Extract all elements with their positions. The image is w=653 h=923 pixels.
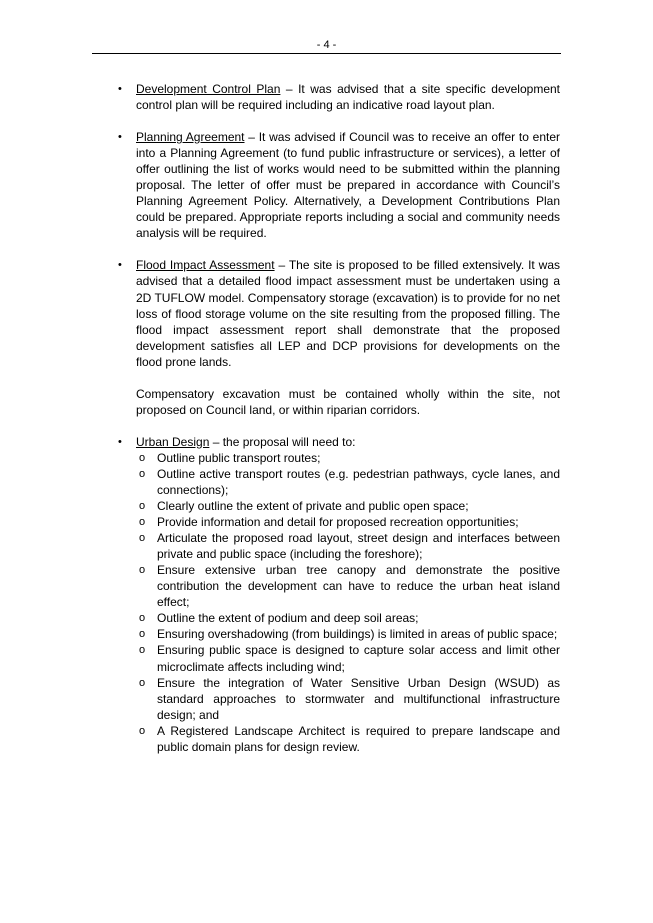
sub-item-text: Outline public transport routes; [157, 450, 321, 465]
page-number: - 4 - [316, 39, 337, 51]
item-heading: Flood Impact Assessment [136, 258, 275, 273]
sub-bullet-icon: o [139, 676, 146, 689]
item-heading: Urban Design [136, 434, 210, 449]
item-heading: Development Control Plan [136, 82, 281, 96]
sub-item-text: Provide information and detail for proposed recreation opportunities; [157, 515, 519, 530]
sub-bullet-icon: o [139, 532, 146, 545]
list-item-planning-agreement [118, 129, 560, 241]
sub-item-text: Outline active transport routes (e.g. pedestrian pathways, cycle lanes, and connections); [157, 466, 560, 497]
sub-list-item [118, 466, 560, 498]
bullet-icon: • [118, 435, 122, 448]
sub-bullet-icon: o [139, 644, 146, 657]
sub-list-item [118, 723, 560, 755]
sub-item-text: Outline the extent of podium and deep soil areas; [157, 611, 419, 626]
item-paragraph [136, 129, 560, 241]
bullet-icon: • [118, 83, 122, 95]
sub-list-item [118, 562, 560, 610]
sub-bullet-icon: o [139, 467, 146, 480]
sub-item-text: Ensure the integration of Water Sensitive Urban Design (WSUD) as standard approaches to stormwater and multifunctional infrastructure design; and [157, 675, 560, 722]
urban-design-sub-list [118, 450, 560, 755]
sub-list-item [118, 450, 560, 466]
item-text: – It was advised that a site specific development control plan will be required including an indicative road layout plan. [136, 82, 561, 113]
item-extra-paragraph: Compensatory excavation must be contained wholly within the site, not proposed on Council land, or within riparian corridors. [136, 386, 560, 417]
sub-bullet-icon: o [139, 564, 146, 577]
sub-list-item [118, 626, 560, 642]
item-text: – the proposal will need to: [209, 434, 356, 449]
item-heading: Planning Agreement [136, 130, 245, 145]
sub-list-item [118, 530, 560, 562]
sub-bullet-icon: o [139, 516, 146, 529]
sub-list-item [118, 498, 560, 514]
list-item-flood-impact-assessment [118, 257, 560, 417]
sub-list-item [118, 610, 560, 626]
sub-bullet-icon: o [139, 500, 146, 513]
sub-item-text: Clearly outline the extent of private and public open space; [157, 499, 469, 514]
sub-item-text: A Registered Landscape Architect is required to prepare landscape and public domain plans for design review. [157, 723, 560, 754]
sub-bullet-icon: o [139, 451, 146, 464]
sub-list-item [118, 642, 560, 674]
list-item-development-control-plan [118, 81, 560, 113]
sub-item-text: Articulate the proposed road layout, street design and interfaces between private and public space (including the foreshore); [157, 531, 560, 562]
sub-item-text: Ensuring overshadowing (from buildings) is limited in areas of public space; [157, 627, 558, 642]
item-text: – The site is proposed to be filled extensively. It was advised that a detailed flood impact assessment must be undertaken using a 2D TUFLOW model. Compensatory storage (excavation) is to provide for no net loss of flood storage volume on the site resulting from the proposed filling. The flood impact assessment report shall demonstrate that the proposed development satisfies all LEP and DCP provisions for developments on the flood prone lands. [136, 258, 560, 369]
bullet-icon: • [118, 131, 122, 144]
sub-bullet-icon: o [139, 628, 146, 641]
sub-bullet-icon: o [139, 612, 146, 625]
header-divider [92, 53, 561, 54]
list-item-urban-design [118, 434, 560, 450]
item-paragraph [136, 81, 560, 113]
sub-item-text: Ensure extensive urban tree canopy and demonstrate the positive contribution the development can have to reduce the urban heat island effect; [157, 563, 560, 610]
sub-list-item [118, 514, 560, 530]
sub-item-text: Ensuring public space is designed to capture solar access and limit other microclimate affects including wind; [157, 643, 560, 674]
item-paragraph [136, 434, 560, 450]
item-paragraph [136, 257, 560, 369]
document-body [118, 81, 560, 755]
sub-bullet-icon: o [139, 724, 146, 737]
sub-list-item [118, 675, 560, 723]
item-text: – It was advised if Council was to receive an offer to enter into a Planning Agreement (to fund public infrastructure or services), a letter of offer outlining the list of works would need to be submitted within the planning proposal. The letter of offer must be prepared in accordance with Council’s Planning Agreement Policy. Alternatively, a Development Contributions Plan could be prepared. Appropriate reports including a social and community needs analysis will be required. [136, 130, 561, 241]
bullet-icon: • [118, 259, 122, 272]
